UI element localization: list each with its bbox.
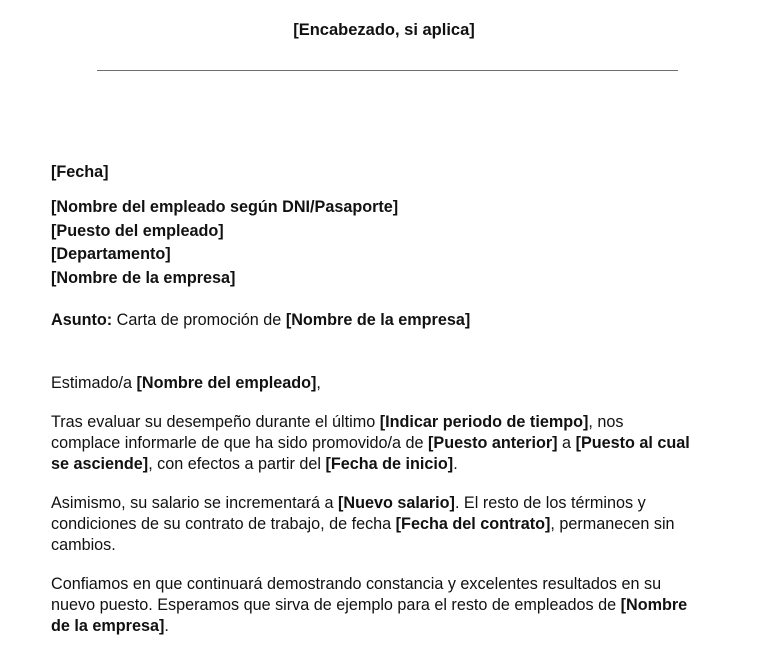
start-date-placeholder: [Fecha de inicio]	[325, 455, 454, 473]
recipient-department: [Departamento]	[51, 245, 171, 263]
recipient-company: [Nombre de la empresa]	[51, 268, 236, 287]
subject-company: [Nombre de la empresa]	[285, 311, 471, 329]
previous-position-placeholder: [Puesto anterior]	[428, 434, 558, 452]
subject-label: Asunto:	[51, 311, 113, 329]
company-placeholder: [Nombre de la empresa]	[51, 596, 688, 635]
greeting-suffix: ,	[316, 374, 321, 392]
new-position-placeholder: [Puesto al cual se asciende]	[51, 434, 690, 473]
date-line	[51, 162, 691, 183]
date-placeholder: [Fecha]	[51, 163, 109, 181]
paragraph-text: , nos complace informarle de que ha sido promovido/a de	[51, 413, 624, 452]
body-paragraph-promotion	[51, 412, 691, 475]
paragraph-text: Tras evaluar su desempeño durante el último	[51, 413, 380, 431]
body-paragraph-salary	[51, 493, 691, 556]
paragraph-text: Confiamos en que continuará demostrando constancia y excelentes resultados en su nuevo puesto. Esperamos que sirva de ejemplo para el resto de empleados de	[51, 575, 662, 614]
paragraph-text: .	[164, 617, 169, 635]
period-placeholder: [Indicar periodo de tiempo]	[379, 413, 589, 431]
contract-date-placeholder: [Fecha del contrato]	[395, 515, 551, 533]
greeting-name: [Nombre del empleado]	[136, 374, 317, 392]
body-paragraph-closing	[51, 574, 691, 637]
paragraph-text: .	[453, 455, 458, 473]
paragraph-text: , permanecen sin cambios.	[51, 515, 675, 554]
paragraph-text: . El resto de los términos y condiciones de su contrato de trabajo, de fecha	[51, 494, 646, 533]
greeting-prefix: Estimado/a	[51, 374, 137, 392]
recipient-position: [Puesto del empleado]	[51, 221, 224, 240]
subject-text: Carta de promoción de	[112, 311, 286, 329]
paragraph-text: a	[557, 434, 576, 452]
document-header: [Encabezado, si aplica]	[293, 21, 475, 39]
new-salary-placeholder: [Nuevo salario]	[337, 494, 455, 512]
recipient-name: [Nombre del empleado según DNI/Pasaporte]	[51, 198, 399, 216]
header-divider	[97, 70, 678, 71]
paragraph-text: , con efectos a partir del	[148, 455, 326, 473]
paragraph-text: Asimismo, su salario se incrementará a	[51, 494, 338, 512]
subject-line	[51, 310, 691, 331]
greeting-line	[51, 373, 691, 394]
recipient-block	[51, 196, 691, 290]
